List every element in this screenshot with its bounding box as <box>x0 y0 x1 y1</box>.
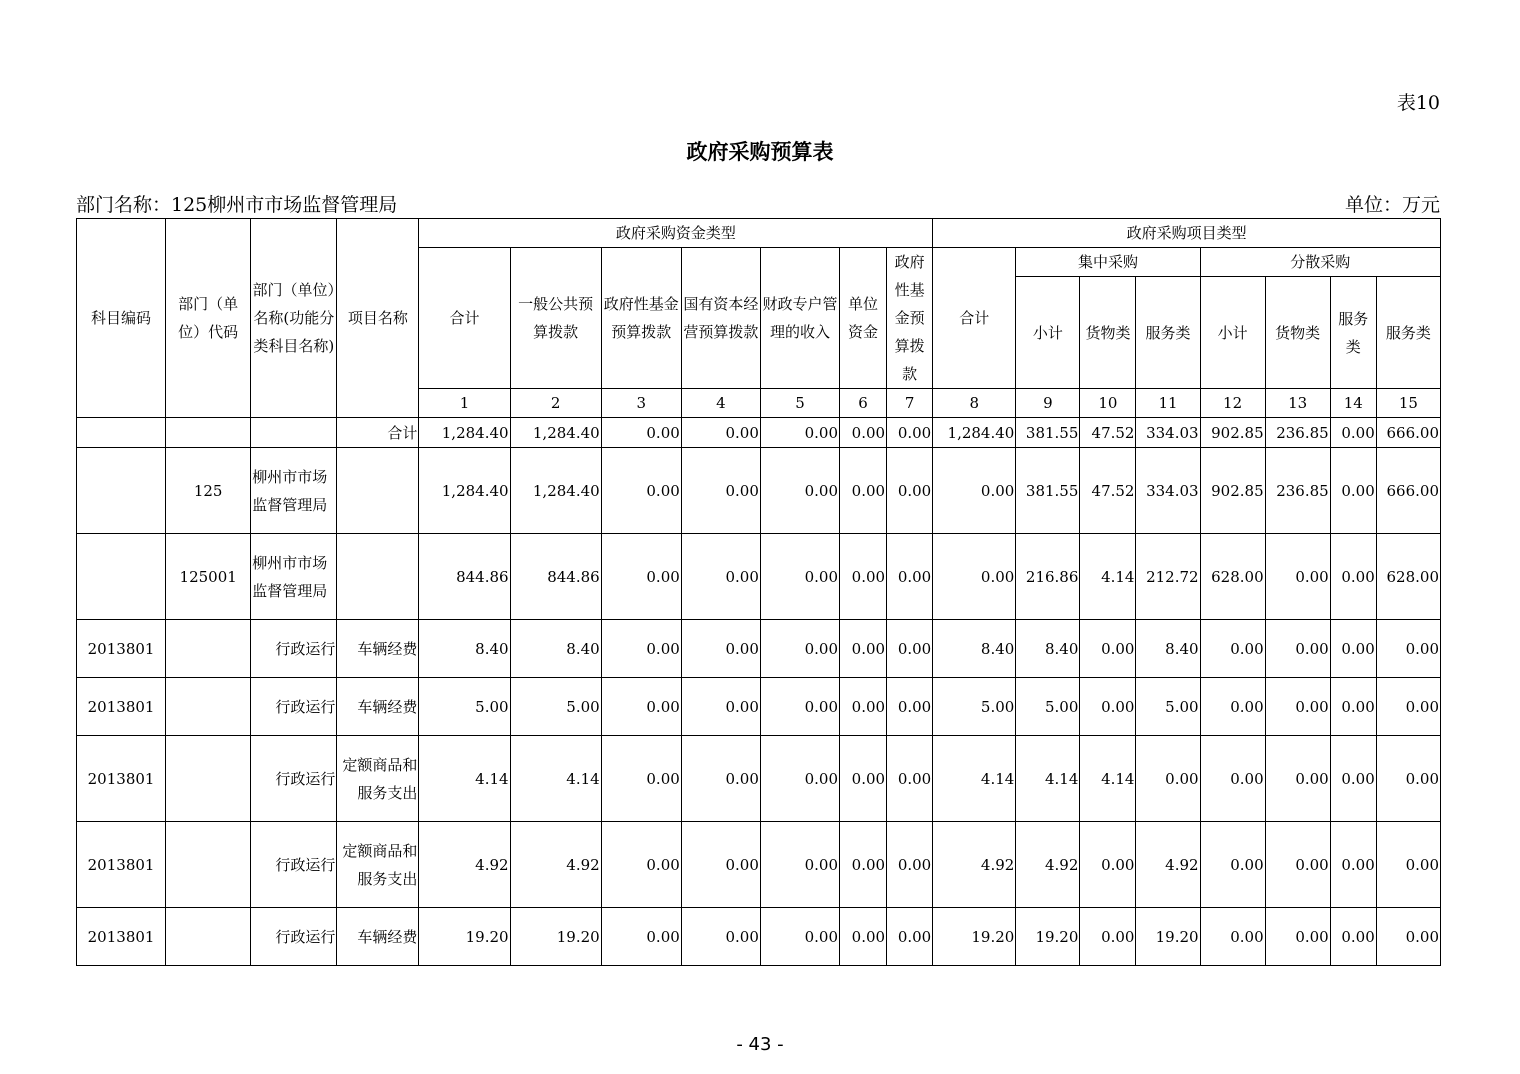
header-dispersed-service-a: 服务类 <box>1330 277 1376 389</box>
cell-value: 334.03 <box>1136 418 1200 448</box>
cell-item-name: 车辆经费 <box>337 908 419 966</box>
cell-value: 0.00 <box>933 448 1016 534</box>
column-number: 11 <box>1136 389 1200 418</box>
cell-value: 236.85 <box>1265 418 1330 448</box>
cell-value: 0.00 <box>1330 736 1376 822</box>
cell-value: 1,284.40 <box>933 418 1016 448</box>
column-number: 12 <box>1200 389 1265 418</box>
header-dept-code: 部门（单位）代码 <box>166 219 251 418</box>
cell-dept-name: 柳州市市场监督管理局 <box>251 448 337 534</box>
cell-value: 0.00 <box>840 822 887 908</box>
cell-value: 0.00 <box>1376 736 1440 822</box>
cell-value: 0.00 <box>1200 620 1265 678</box>
cell-value: 4.14 <box>510 736 601 822</box>
cell-value: 666.00 <box>1376 418 1440 448</box>
table-row <box>77 678 1441 736</box>
cell-value: 0.00 <box>1200 822 1265 908</box>
cell-value: 0.00 <box>601 418 681 448</box>
cell-dept-name: 柳州市市场监督管理局 <box>251 534 337 620</box>
cell-value: 0.00 <box>760 448 839 534</box>
column-number: 8 <box>933 389 1016 418</box>
cell-value: 0.00 <box>1330 678 1376 736</box>
cell-value: 0.00 <box>887 418 933 448</box>
cell-value: 0.00 <box>681 736 760 822</box>
cell-value: 0.00 <box>887 620 933 678</box>
cell-value: 5.00 <box>1016 678 1080 736</box>
cell-subject-code: 2013801 <box>77 736 166 822</box>
cell-value: 0.00 <box>1376 620 1440 678</box>
cell-item-name: 合计 <box>337 418 419 448</box>
table-row <box>77 448 1441 534</box>
cell-value: 381.55 <box>1016 418 1080 448</box>
cell-dept-code: 125 <box>166 448 251 534</box>
cell-value: 236.85 <box>1265 448 1330 534</box>
cell-value: 47.52 <box>1080 418 1136 448</box>
cell-value: 1,284.40 <box>510 418 601 448</box>
cell-dept-code <box>166 908 251 966</box>
cell-value: 0.00 <box>601 822 681 908</box>
cell-value: 0.00 <box>760 908 839 966</box>
cell-value: 0.00 <box>1080 908 1136 966</box>
cell-value: 8.40 <box>1016 620 1080 678</box>
department-label: 部门名称：125柳州市市场监督管理局 <box>76 194 398 216</box>
cell-value: 0.00 <box>601 678 681 736</box>
column-number: 14 <box>1330 389 1376 418</box>
cell-value: 334.03 <box>1136 448 1200 534</box>
cell-value: 0.00 <box>1376 908 1440 966</box>
unit-label: 单位：万元 <box>1344 194 1440 216</box>
cell-item-name: 车辆经费 <box>337 678 419 736</box>
header-central-goods: 货物类 <box>1080 277 1136 389</box>
cell-value: 902.85 <box>1200 448 1265 534</box>
cell-value: 0.00 <box>760 418 839 448</box>
cell-dept-code <box>166 678 251 736</box>
procurement-budget-table <box>76 218 1441 966</box>
cell-dept-name: 行政运行 <box>251 736 337 822</box>
cell-value: 0.00 <box>840 534 887 620</box>
cell-dept-code <box>166 620 251 678</box>
cell-value: 0.00 <box>1265 534 1330 620</box>
cell-value: 0.00 <box>1265 678 1330 736</box>
cell-value: 0.00 <box>760 534 839 620</box>
cell-value: 0.00 <box>601 736 681 822</box>
cell-value: 902.85 <box>1200 418 1265 448</box>
column-number: 10 <box>1080 389 1136 418</box>
header-item-name: 项目名称 <box>337 219 419 418</box>
cell-value: 0.00 <box>601 448 681 534</box>
cell-value: 212.72 <box>1136 534 1200 620</box>
cell-value: 4.14 <box>419 736 510 822</box>
cell-value: 4.92 <box>1016 822 1080 908</box>
cell-value: 0.00 <box>1265 908 1330 966</box>
cell-value: 8.40 <box>510 620 601 678</box>
cell-value: 0.00 <box>887 448 933 534</box>
cell-dept-name <box>251 418 337 448</box>
header-unit-fund: 单位资金 <box>840 248 887 389</box>
header-fund-type: 政府采购资金类型 <box>419 219 933 248</box>
cell-value: 1,284.40 <box>419 448 510 534</box>
header-dispersed-procurement: 分散采购 <box>1200 248 1440 277</box>
table-row <box>77 822 1441 908</box>
cell-value: 0.00 <box>887 822 933 908</box>
cell-value: 0.00 <box>1265 736 1330 822</box>
column-number: 1 <box>419 389 510 418</box>
cell-value: 4.14 <box>1080 736 1136 822</box>
cell-value: 0.00 <box>760 678 839 736</box>
cell-value: 0.00 <box>1136 736 1200 822</box>
column-number: 9 <box>1016 389 1080 418</box>
cell-value: 1,284.40 <box>419 418 510 448</box>
cell-value: 4.92 <box>1136 822 1200 908</box>
cell-item-name: 定额商品和服务支出 <box>337 822 419 908</box>
cell-value: 0.00 <box>760 822 839 908</box>
cell-value: 0.00 <box>1200 678 1265 736</box>
column-number: 15 <box>1376 389 1440 418</box>
cell-value: 5.00 <box>933 678 1016 736</box>
cell-dept-code <box>166 418 251 448</box>
cell-value: 0.00 <box>840 620 887 678</box>
header-central-procurement: 集中采购 <box>1016 248 1200 277</box>
cell-value: 0.00 <box>601 620 681 678</box>
table-row <box>77 620 1441 678</box>
table-row <box>77 418 1441 448</box>
cell-value: 0.00 <box>887 736 933 822</box>
cell-value: 844.86 <box>419 534 510 620</box>
cell-subject-code: 2013801 <box>77 620 166 678</box>
cell-subject-code <box>77 534 166 620</box>
cell-value: 0.00 <box>1080 822 1136 908</box>
cell-dept-code: 125001 <box>166 534 251 620</box>
cell-item-name <box>337 534 419 620</box>
cell-value: 0.00 <box>1080 620 1136 678</box>
cell-value: 8.40 <box>1136 620 1200 678</box>
cell-value: 666.00 <box>1376 448 1440 534</box>
cell-value: 5.00 <box>419 678 510 736</box>
cell-value: 628.00 <box>1200 534 1265 620</box>
cell-value: 8.40 <box>419 620 510 678</box>
header-subject-code: 科目编码 <box>77 219 166 418</box>
cell-value: 0.00 <box>1330 620 1376 678</box>
cell-dept-code <box>166 736 251 822</box>
cell-value: 4.92 <box>933 822 1016 908</box>
cell-value: 19.20 <box>1136 908 1200 966</box>
header-dept-name: 部门（单位）名称(功能分类科目名称) <box>251 219 337 418</box>
cell-value: 0.00 <box>681 448 760 534</box>
column-number: 6 <box>840 389 887 418</box>
column-number: 2 <box>510 389 601 418</box>
column-number: 5 <box>760 389 839 418</box>
cell-value: 4.14 <box>933 736 1016 822</box>
page-number: - 43 - <box>736 1034 784 1055</box>
cell-value: 0.00 <box>1376 678 1440 736</box>
header-state-capital: 国有资本经营预算拨款 <box>681 248 760 389</box>
cell-value: 19.20 <box>419 908 510 966</box>
cell-value: 0.00 <box>887 678 933 736</box>
header-gov-fund-budget-2: 政府性基金预算拨款 <box>887 248 933 389</box>
header-central-subtotal: 小计 <box>1016 277 1080 389</box>
header-project-total: 合计 <box>933 248 1016 389</box>
table-row <box>77 736 1441 822</box>
cell-value: 4.14 <box>1080 534 1136 620</box>
cell-dept-name: 行政运行 <box>251 620 337 678</box>
cell-value: 0.00 <box>681 418 760 448</box>
header-special-account: 财政专户管理的收入 <box>760 248 839 389</box>
cell-value: 19.20 <box>933 908 1016 966</box>
cell-value: 4.92 <box>510 822 601 908</box>
cell-item-name <box>337 448 419 534</box>
cell-value: 628.00 <box>1376 534 1440 620</box>
cell-value: 19.20 <box>1016 908 1080 966</box>
cell-value: 0.00 <box>681 908 760 966</box>
cell-subject-code: 2013801 <box>77 908 166 966</box>
cell-value: 0.00 <box>760 736 839 822</box>
cell-value: 0.00 <box>1200 736 1265 822</box>
cell-value: 5.00 <box>1136 678 1200 736</box>
cell-value: 0.00 <box>933 534 1016 620</box>
header-dispersed-goods: 货物类 <box>1265 277 1330 389</box>
cell-value: 0.00 <box>681 678 760 736</box>
cell-value: 0.00 <box>840 448 887 534</box>
cell-value: 0.00 <box>1200 908 1265 966</box>
header-dispersed-subtotal: 小计 <box>1200 277 1265 389</box>
table-row <box>77 908 1441 966</box>
cell-value: 0.00 <box>1330 448 1376 534</box>
cell-value: 19.20 <box>510 908 601 966</box>
cell-value: 5.00 <box>510 678 601 736</box>
cell-value: 0.00 <box>887 534 933 620</box>
cell-value: 0.00 <box>681 534 760 620</box>
cell-dept-name: 行政运行 <box>251 908 337 966</box>
cell-value: 8.40 <box>933 620 1016 678</box>
cell-value: 0.00 <box>840 418 887 448</box>
cell-subject-code <box>77 418 166 448</box>
cell-value: 47.52 <box>1080 448 1136 534</box>
cell-value: 0.00 <box>1376 822 1440 908</box>
header-gov-fund-budget: 政府性基金预算拨款 <box>601 248 681 389</box>
cell-item-name: 定额商品和服务支出 <box>337 736 419 822</box>
column-number: 4 <box>681 389 760 418</box>
column-number: 3 <box>601 389 681 418</box>
cell-subject-code: 2013801 <box>77 678 166 736</box>
cell-value: 4.92 <box>419 822 510 908</box>
cell-value: 0.00 <box>1265 822 1330 908</box>
cell-dept-name: 行政运行 <box>251 822 337 908</box>
cell-value: 0.00 <box>601 534 681 620</box>
cell-value: 0.00 <box>1330 822 1376 908</box>
cell-value: 0.00 <box>1080 678 1136 736</box>
cell-value: 381.55 <box>1016 448 1080 534</box>
cell-value: 0.00 <box>840 678 887 736</box>
cell-value: 0.00 <box>840 908 887 966</box>
cell-value: 0.00 <box>760 620 839 678</box>
cell-subject-code <box>77 448 166 534</box>
cell-value: 1,284.40 <box>510 448 601 534</box>
page-title: 政府采购预算表 <box>686 139 834 164</box>
cell-value: 0.00 <box>1330 534 1376 620</box>
cell-value: 0.00 <box>681 822 760 908</box>
cell-dept-code <box>166 822 251 908</box>
header-dispersed-service-b: 服务类 <box>1376 277 1440 389</box>
header-central-service: 服务类 <box>1136 277 1200 389</box>
cell-dept-name: 行政运行 <box>251 678 337 736</box>
table-row <box>77 534 1441 620</box>
cell-value: 0.00 <box>1330 908 1376 966</box>
cell-value: 0.00 <box>1330 418 1376 448</box>
cell-value: 0.00 <box>601 908 681 966</box>
cell-value: 216.86 <box>1016 534 1080 620</box>
cell-value: 844.86 <box>510 534 601 620</box>
header-fund-total: 合计 <box>419 248 510 389</box>
cell-value: 0.00 <box>840 736 887 822</box>
header-general-budget: 一般公共预算拨款 <box>510 248 601 389</box>
column-number: 7 <box>887 389 933 418</box>
table-number: 表10 <box>1396 92 1440 114</box>
cell-item-name: 车辆经费 <box>337 620 419 678</box>
cell-value: 0.00 <box>681 620 760 678</box>
header-project-type: 政府采购项目类型 <box>933 219 1441 248</box>
cell-value: 0.00 <box>1265 620 1330 678</box>
column-number: 13 <box>1265 389 1330 418</box>
cell-subject-code: 2013801 <box>77 822 166 908</box>
cell-value: 4.14 <box>1016 736 1080 822</box>
cell-value: 0.00 <box>887 908 933 966</box>
